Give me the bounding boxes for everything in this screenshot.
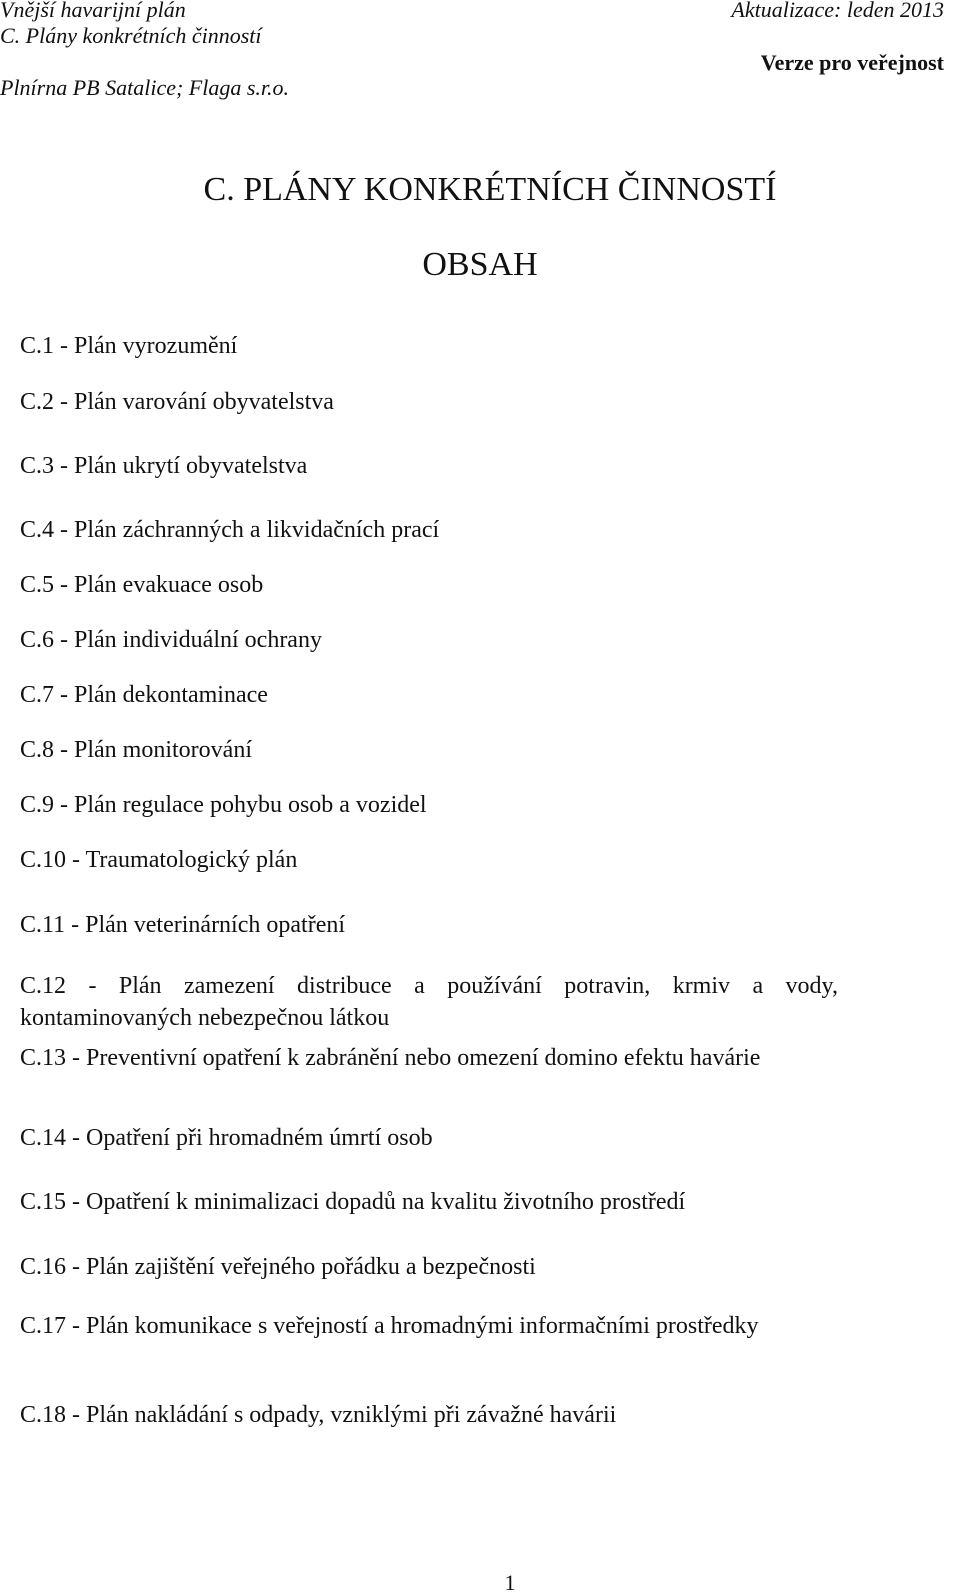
toc-item-c5: C.5 - Plán evakuace osob (20, 572, 264, 598)
toc-item-c1: C.1 - Plán vyrozumění (20, 333, 238, 359)
toc-item-c11: C.11 - Plán veterinárních opatření (20, 912, 346, 938)
toc-item-c8: C.8 - Plán monitorování (20, 737, 252, 763)
header-section-title: C. Plány konkrétních činností (0, 23, 262, 48)
toc-item-c13: C.13 - Preventivní opatření k zabránění nebo omezení domino efektu havárie (20, 1045, 761, 1071)
toc-item-c6: C.6 - Plán individuální ochrany (20, 627, 322, 653)
toc-item-c14: C.14 - Opatření při hromadném úmrtí osob (20, 1125, 433, 1151)
header-version: Verze pro veřejnost (760, 50, 944, 75)
toc-item-c3: C.3 - Plán ukrytí obyvatelstva (20, 453, 308, 479)
header-update-date: Aktualizace: leden 2013 (731, 0, 944, 22)
toc-item-c4: C.4 - Plán záchranných a likvidačních prací (20, 517, 440, 543)
header-company: Plnírna PB Satalice; Flaga s.r.o. (0, 75, 290, 100)
toc-item-c12: C.12 - Plán zamezení distribuce a používání potravin, krmiv a vody, kontaminovaných nebezpečnou látkou (20, 973, 838, 1031)
page-title: C. PLÁNY KONKRÉTNÍCH ČINNOSTÍ (203, 171, 777, 208)
toc-item-c2: C.2 - Plán varování obyvatelstva (20, 389, 334, 415)
toc-item-c16: C.16 - Plán zajištění veřejného pořádku a bezpečnosti (20, 1254, 536, 1280)
toc-item-c15: C.15 - Opatření k minimalizaci dopadů na kvalitu životního prostředí (20, 1189, 686, 1215)
contents-heading: OBSAH (422, 246, 538, 283)
page-number: 1 (504, 1570, 516, 1595)
toc-item-c7: C.7 - Plán dekontaminace (20, 682, 268, 708)
toc-item-c10: C.10 - Traumatologický plán (20, 847, 298, 873)
toc-item-c18: C.18 - Plán nakládání s odpady, vzniklými při závažné havárii (20, 1402, 617, 1428)
toc-item-c9: C.9 - Plán regulace pohybu osob a vozidel (20, 792, 427, 818)
header-document-title: Vnější havarijní plán (0, 0, 186, 22)
toc-item-c17: C.17 - Plán komunikace s veřejností a hromadnými informačními prostředky (20, 1313, 759, 1339)
